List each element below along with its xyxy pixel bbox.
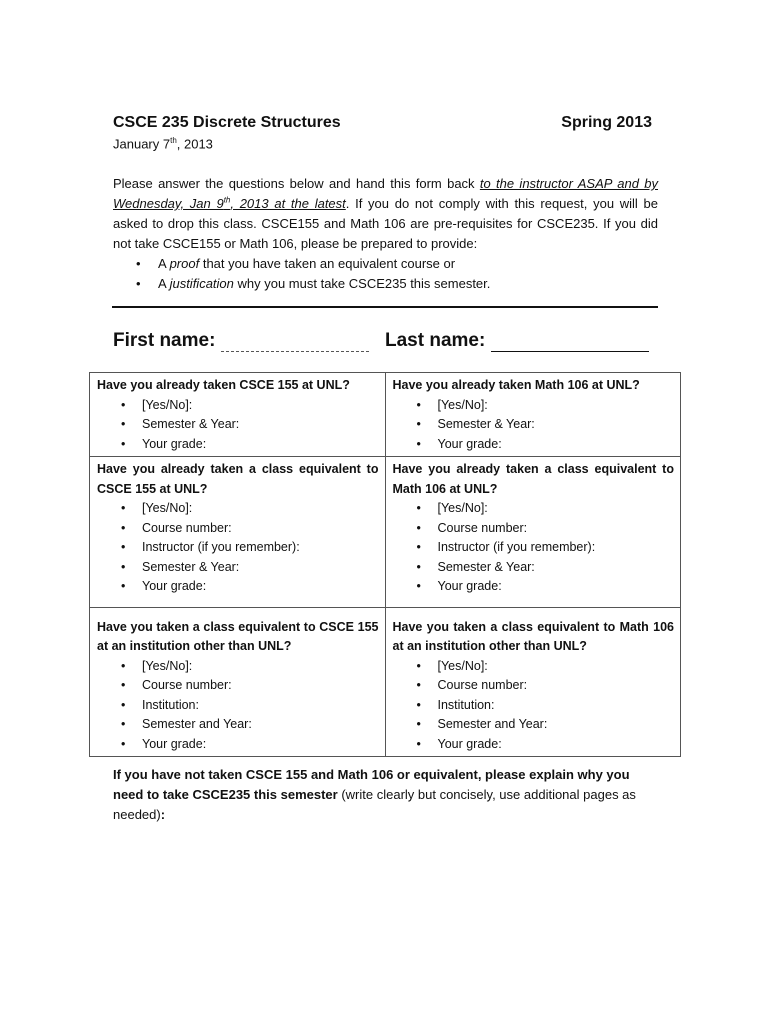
list-item: • [Yes/No]: (438, 499, 675, 519)
question-cell: Have you already taken a class equivalent to CSCE 155 at UNL? • [Yes/No]: • Course number: • Instructor (if you remember): • Semester & Year: • Your grade: (90, 457, 386, 608)
question-cell: Have you already taken Math 106 at UNL? • [Yes/No]: • Semester & Year: • Your grade: (385, 373, 681, 457)
list-item: • [Yes/No]: (142, 499, 379, 519)
table-row (90, 457, 681, 608)
first-name-label: First name: (113, 330, 216, 351)
list-item: • Instructor (if you remember): (142, 538, 379, 558)
question-cell: Have you already taken CSCE 155 at UNL? • [Yes/No]: • Semester & Year: • Your grade: (90, 373, 386, 457)
table-row (90, 607, 681, 757)
question-cell: Have you taken a class equivalent to CSCE 155 at an institution other than UNL? • [Yes/No]: • Course number: • Institution: • Semester and Year: • Your grade: (90, 607, 386, 757)
list-item: • Semester & Year: (438, 558, 675, 578)
requirements-list (113, 254, 658, 294)
question-cell: Have you taken a class equivalent to Math 106 at an institution other than UNL? • [Yes/No]: • Course number: • Institution: • Semester and Year: • Your grade: (385, 607, 681, 757)
list-item: • A justification why you must take CSCE235 this semester. (158, 274, 658, 294)
list-item: • Your grade: (142, 435, 379, 455)
list-item: • Institution: (438, 696, 675, 716)
list-item: • Semester and Year: (142, 715, 379, 735)
list-item: • Your grade: (438, 735, 675, 755)
list-item: • [Yes/No]: (438, 396, 675, 416)
list-item: • Institution: (142, 696, 379, 716)
course-title: CSCE 235 Discrete Structures (113, 114, 341, 131)
list-item: • Course number: (438, 519, 675, 539)
first-name-field[interactable] (113, 330, 369, 352)
list-item: • [Yes/No]: (438, 657, 675, 677)
list-item: • Semester & Year: (438, 415, 675, 435)
list-item: • Semester and Year: (438, 715, 675, 735)
list-item: • Semester & Year: (142, 558, 379, 578)
date: January 7th, 2013 (113, 136, 213, 152)
deadline-text: to the instructor ASAP and by Wednesday, Jan 9th, 2013 at the latest (113, 176, 658, 211)
first-name-blank[interactable] (221, 331, 369, 352)
last-name-field[interactable] (385, 330, 649, 352)
last-name-label: Last name: (385, 330, 486, 351)
instructions: Please answer the questions below and hand this form back to the instructor ASAP and by Wednesday, Jan 9th, 2013 at the latest. If you do not comply with this request, you will be asked to drop this class. CSCE155 and Math 106 are pre-requisites for CSCE235. If you did not take CSCE155 or Math 106, please be prepared to provide: • A proof that you have taken an equivalent course or • A justification why you must take CSCE235 this semester. (113, 174, 658, 294)
term: Spring 2013 (561, 114, 652, 131)
divider (112, 306, 658, 308)
list-item: • Course number: (438, 676, 675, 696)
last-name-blank[interactable] (491, 331, 649, 352)
list-item: • [Yes/No]: (142, 396, 379, 416)
explanation-prompt: If you have not taken CSCE 155 and Math 106 or equivalent, please explain why you need to take CSCE235 this semester (write clearly but concisely, use additional pages as needed): (113, 767, 636, 822)
list-item: • Semester & Year: (142, 415, 379, 435)
header (113, 114, 652, 132)
list-item: • Your grade: (142, 577, 379, 597)
list-item: • Your grade: (438, 577, 675, 597)
list-item: • Instructor (if you remember): (438, 538, 675, 558)
list-item: • Your grade: (438, 435, 675, 455)
list-item: • Course number: (142, 676, 379, 696)
list-item: • Your grade: (142, 735, 379, 755)
question-cell: Have you already taken a class equivalent to Math 106 at UNL? • [Yes/No]: • Course number: • Instructor (if you remember): • Semester & Year: • Your grade: (385, 457, 681, 608)
list-item: • Course number: (142, 519, 379, 539)
list-item: • [Yes/No]: (142, 657, 379, 677)
list-item: • A proof that you have taken an equivalent course or (158, 254, 658, 274)
table-row (90, 373, 681, 457)
questions-table (89, 372, 681, 757)
